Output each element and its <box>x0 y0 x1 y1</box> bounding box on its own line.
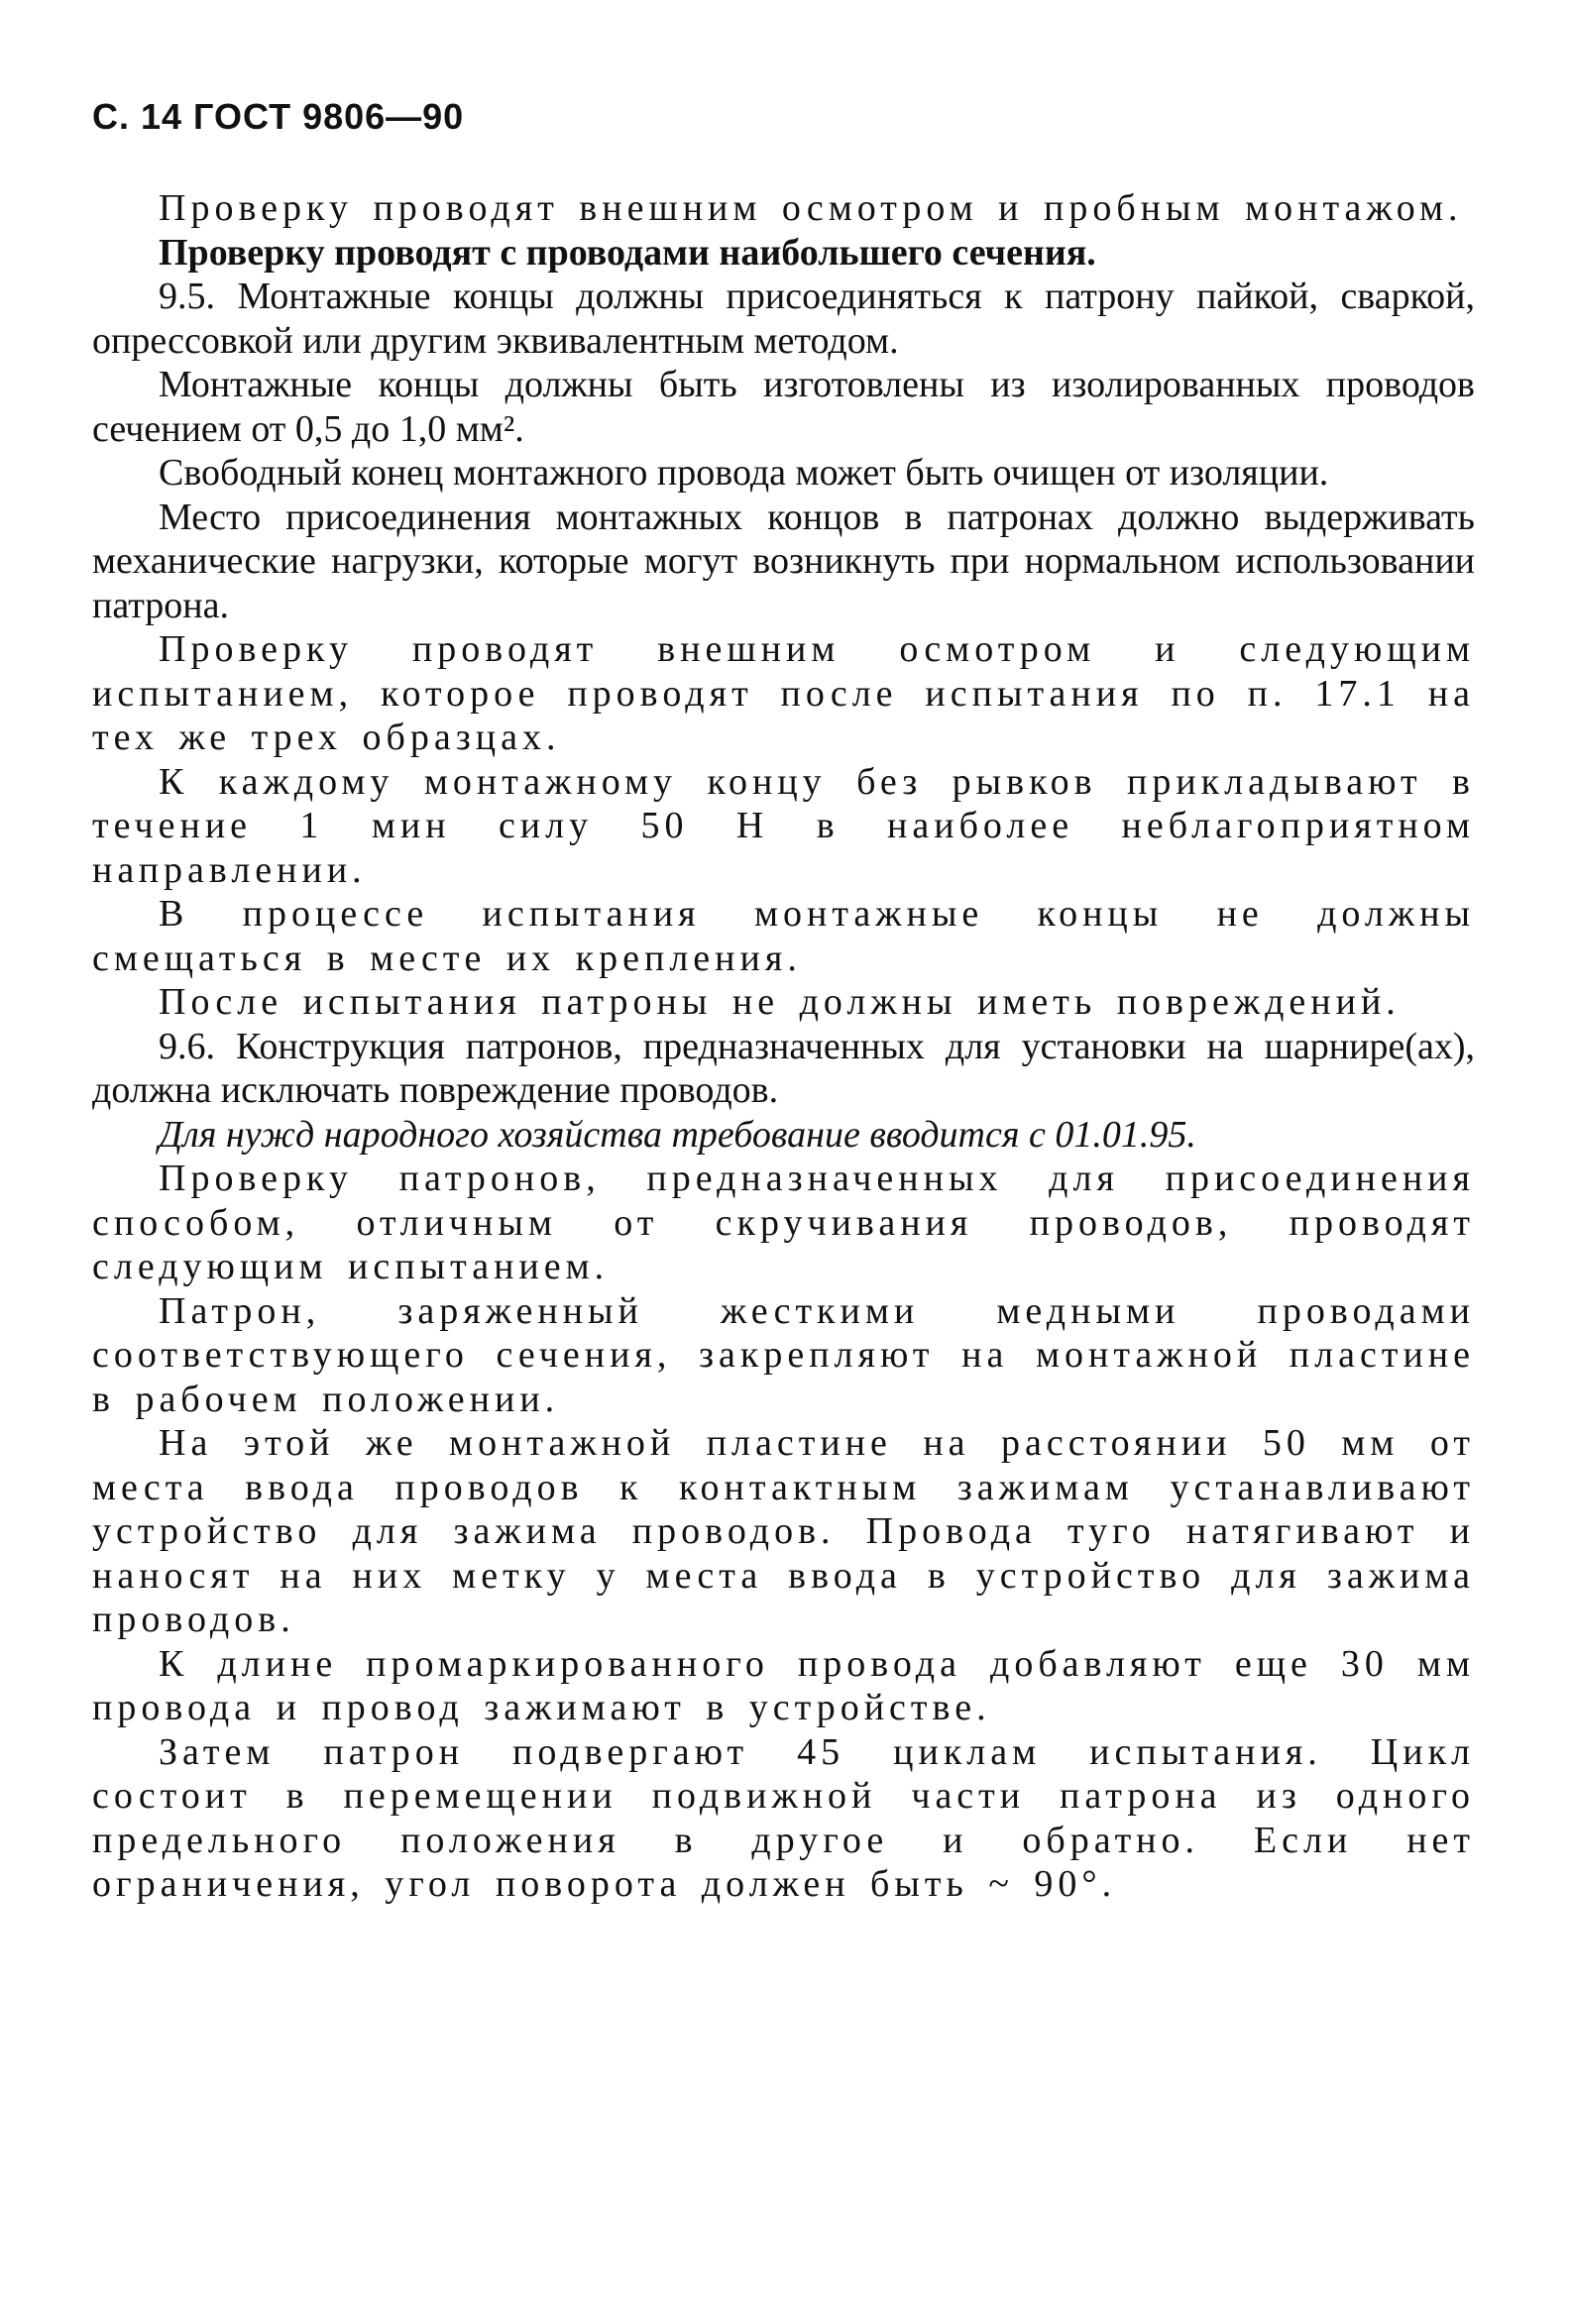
paragraph: Проверку патронов, предназначенных для присоединения способом, отличным от скручивания проводов, проводят следующим испытанием. <box>92 1158 1475 1287</box>
paragraph: На этой же монтажной пластине на расстоянии 50 мм от места ввода проводов к контактным зажимам устанавливают устройство для зажима проводов. Провода туго натягивают и наносят на них метку у места ввода в устройство для зажима проводов. <box>92 1422 1475 1640</box>
paragraph: После испытания патроны не должны иметь повреждений. <box>159 981 1401 1023</box>
paragraph: Патрон, заряженный жесткими медными проводами соответствующего сечения, закрепляют на монтажной пластине в рабочем положении. <box>92 1289 1475 1420</box>
paragraph: Свободный конец монтажного провода может быть очищен от изоляции. <box>159 452 1329 494</box>
paragraph: Затем патрон подвергают 45 циклам испытания. Цикл состоит в перемещении подвижной части патрона из одного предельного положения в другое и обратно. Если нет ограничения, угол поворота должен быть ~ 90°. <box>92 1730 1475 1905</box>
paragraph-italic-note: Для нужд народного хозяйства требование вводится с 01.01.95. <box>159 1113 1196 1156</box>
document-page <box>92 95 1475 1907</box>
paragraph: К каждому монтажному концу без рывков прикладывают в течение 1 мин силу 50 Н в наиболее неблагоприятном направлении. <box>92 760 1475 891</box>
paragraph: Проверку проводят внешним осмотром и пробным монтажом. <box>159 187 1463 229</box>
paragraph: Место присоединения монтажных концов в патронах должно выдерживать механические нагрузки, которые могут возникнуть при нормальном использовании патрона. <box>92 496 1475 626</box>
paragraph: В процессе испытания монтажные концы не должны смещаться в месте их крепления. <box>92 893 1475 979</box>
paragraph: К длине промаркированного провода добавляют еще 30 мм провода и провод зажимают в устройстве. <box>92 1642 1475 1728</box>
paragraph-clause-9-5: 9.5. Монтажные концы должны присоединяться к патрону пайкой, сваркой, опрессовкой или другим эквивалентным методом. <box>92 276 1475 362</box>
paragraph: Монтажные концы должны быть изготовлены из изолированных проводов сечением от 0,5 до 1,0 мм². <box>92 364 1475 450</box>
paragraph: Проверку проводят внешним осмотром и следующим испытанием, которое проводят после испытания по п. 17.1 на тех же трех образцах. <box>92 628 1475 758</box>
paragraph-bold: Проверку проводят с проводами наибольшего сечения. <box>159 231 1096 274</box>
page-header: С. 14 ГОСТ 9806—90 <box>92 96 465 137</box>
paragraph-clause-9-6: 9.6. Конструкция патронов, предназначенных для установки на шарнире(ах), должна исключать повреждение проводов. <box>92 1025 1475 1111</box>
